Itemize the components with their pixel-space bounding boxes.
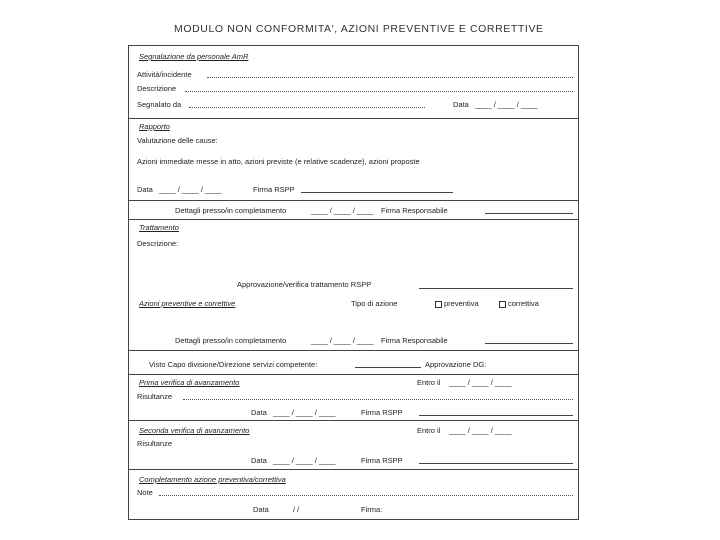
rapporto-data-label: Data	[137, 185, 153, 194]
seconda-entro-date-field[interactable]: ____ / ____ / ____	[449, 426, 512, 435]
form-container	[128, 45, 579, 520]
azioni-preventive-correttive-label: Azioni preventive e correttive	[139, 299, 236, 308]
rapporto-firma-field[interactable]	[301, 192, 453, 193]
visto-label: Visto Capo divisione/Direzione servizi competente:	[149, 360, 318, 369]
visto-field[interactable]	[355, 367, 421, 368]
dettagli-2-firma-label: Firma Responsabile	[381, 336, 448, 345]
section-divider	[129, 469, 578, 470]
seconda-firma-field[interactable]	[419, 463, 573, 464]
rapporto-firma-label: Firma RSPP	[253, 185, 295, 194]
seconda-data-label: Data	[251, 456, 267, 465]
section-divider	[129, 350, 578, 351]
dettagli-1-firma-field[interactable]	[485, 213, 573, 214]
prima-entro-label: Entro il	[417, 378, 441, 387]
seconda-verifica-heading: Seconda verifica di avanzamento	[139, 426, 250, 435]
note-label: Note	[137, 488, 153, 497]
prima-risultanze-label: Risultanze	[137, 392, 173, 401]
prima-risultanze-field[interactable]	[183, 399, 573, 400]
checkbox-icon	[499, 301, 506, 308]
prima-firma-field[interactable]	[419, 415, 573, 416]
section-divider	[129, 118, 578, 119]
approvazione-trattamento-field[interactable]	[419, 288, 573, 289]
dettagli-1-firma-label: Firma Responsabile	[381, 206, 448, 215]
seconda-date-field[interactable]: ____ / ____ / ____	[273, 456, 336, 465]
trattamento-heading: Trattamento	[139, 223, 179, 232]
dettagli-2-firma-field[interactable]	[485, 343, 573, 344]
prima-verifica-heading: Prima verifica di avanzamento	[139, 378, 240, 387]
preventiva-label: preventiva	[444, 299, 479, 308]
seconda-risultanze-label: Risultanze	[137, 439, 173, 448]
approvazione-dg-label: Approvazione DG:	[425, 360, 487, 369]
approvazione-trattamento-label: Approvazione/verifica trattamento RSPP	[237, 280, 372, 289]
dettagli-2-label: Dettagli presso/in completamento	[175, 336, 287, 345]
correttiva-label: correttiva	[508, 299, 539, 308]
trattamento-descrizione-label: Descrizione:	[137, 239, 179, 248]
completamento-date-field[interactable]: / /	[293, 505, 300, 514]
rapporto-heading: Rapporto	[139, 122, 170, 131]
dettagli-1-date-field[interactable]: ____ / ____ / ____	[311, 206, 374, 215]
valutazione-label: Valutazione delle cause:	[137, 136, 218, 145]
dettagli-1-label: Dettagli presso/in completamento	[175, 206, 287, 215]
section-divider	[129, 420, 578, 421]
section-divider	[129, 374, 578, 375]
completamento-firma-label: Firma:	[361, 505, 383, 514]
segnalazione-date-field[interactable]: ____ / ____ / ____	[475, 100, 538, 109]
prima-firma-label: Firma RSPP	[361, 408, 403, 417]
completamento-heading: Completamento azione preventiva/correttiva	[139, 475, 286, 484]
attivita-label: Attività/incidente	[137, 70, 192, 79]
seconda-firma-label: Firma RSPP	[361, 456, 403, 465]
segnalato-label: Segnalato da	[137, 100, 182, 109]
section-divider	[129, 200, 578, 201]
checkbox-icon	[435, 301, 442, 308]
attivita-field[interactable]	[207, 77, 573, 78]
preventiva-checkbox[interactable]	[435, 299, 479, 308]
prima-date-field[interactable]: ____ / ____ / ____	[273, 408, 336, 417]
segnalazione-data-label: Data	[453, 100, 469, 109]
descrizione-field[interactable]	[185, 91, 573, 92]
prima-data-label: Data	[251, 408, 267, 417]
note-field[interactable]	[159, 495, 573, 496]
segnalato-field[interactable]	[189, 107, 425, 108]
azioni-immediate-label: Azioni immediate messe in atto, azioni previste (e relative scadenze), azioni proposte	[137, 157, 420, 166]
tipo-azione-label: Tipo di azione	[351, 299, 398, 308]
document-title: MODULO NON CONFORMITA', AZIONI PREVENTIVE E CORRETTIVE	[174, 23, 544, 35]
segnalazione-heading: Segnalazione da personale AmR	[139, 52, 249, 61]
prima-entro-date-field[interactable]: ____ / ____ / ____	[449, 378, 512, 387]
seconda-entro-label: Entro il	[417, 426, 441, 435]
dettagli-2-date-field[interactable]: ____ / ____ / ____	[311, 336, 374, 345]
rapporto-date-field[interactable]: ____ / ____ / ____	[159, 185, 222, 194]
correttiva-checkbox[interactable]	[499, 299, 539, 308]
section-divider	[129, 219, 578, 220]
descrizione-label: Descrizione	[137, 84, 177, 93]
completamento-data-label: Data	[253, 505, 269, 514]
